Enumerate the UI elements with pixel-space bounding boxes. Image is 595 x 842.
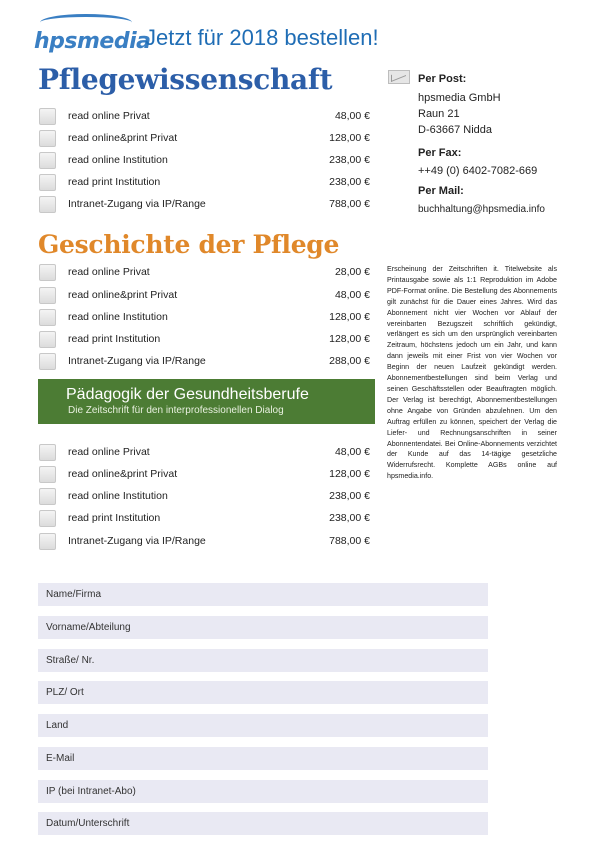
order-option-label: read online&print Privat [68,468,178,480]
order-option-price: 48,00 € [334,289,370,301]
email-field[interactable] [38,747,488,770]
order-checkbox[interactable] [39,108,56,125]
fax-label: Per Fax: [418,147,462,159]
order-row[interactable] [38,442,372,462]
city-address: D-63667 Nidda [418,124,492,136]
company-name: hpsmedia GmbH [418,92,501,104]
order-option-label: read print Institution [68,333,161,345]
order-option-label: read online&print Privat [68,132,178,144]
order-option-label: read online Institution [68,490,168,502]
hpsmedia-logo [34,14,151,58]
order-option-price: 238,00 € [329,154,370,166]
order-option-price: 128,00 € [329,468,370,480]
order-row[interactable] [38,150,372,170]
order-row[interactable] [38,531,372,551]
order-option-price: 128,00 € [329,132,370,144]
order-option-label: read online Institution [68,154,168,166]
terms-text: Erscheinung der Zeitschriften it. Titelwebsite als Printausgabe sowie als 1:1 Reproduktion im Adobe PDF-Format online. Die Bestellung des Abonnements gilt zunächst für die Dauer eines Jahres. Wird das Abonnement nicht vier Wochen vor Ablauf der vereinbarten Bezugszeit schriftlich gekündigt, verlängert es sich um den ursprünglich vereinbarten Zeitraum, höchstens jedoch um ein Jahr, und kann dann jeweils mit einer Frist von vier Wochen vor Beginn der neuen Laufzeit gekündigt werden. Abonnementbestellungen sind beim Verlag und seinen Geschäftsstellen oder Beauftragten möglich. Der Verlag ist berechtigt, Abonnementbestellungen ohne Angabe von Gründen abzulehnen. Um den Auftrag erfüllen zu können, speichert der Verlag die Liefer- und Rechnungsanschriften in seiner Abonnentendatei. Bei Online-Abonnements verzichtet der Kunde auf das 14-tägige gesetzliche Widerrufsrecht. Komplette AGBs online auf hpsmedia.info. [387,265,557,481]
order-option-label: Intranet-Zugang via IP/Range [68,198,206,210]
order-row[interactable] [38,194,372,214]
order-row[interactable] [38,128,372,148]
envelope-icon [388,70,410,84]
ip-field[interactable] [38,780,488,803]
order-option-label: Intranet-Zugang via IP/Range [68,535,206,547]
section-title-pflegewissenschaft: Pflegewissenschaft [38,63,333,96]
fax-number: ++49 (0) 6402-7082-669 [418,165,538,177]
order-checkbox[interactable] [39,331,56,348]
order-option-label: read online Privat [68,446,150,458]
order-checkbox[interactable] [39,152,56,169]
order-checkbox[interactable] [39,488,56,505]
paedagogik-banner [38,379,375,424]
order-row[interactable] [38,351,372,371]
order-option-price: 128,00 € [329,333,370,345]
order-checkbox[interactable] [39,353,56,370]
order-row[interactable] [38,329,372,349]
mail-label: Per Mail: [418,185,464,197]
order-checkbox[interactable] [39,466,56,483]
order-checkbox[interactable] [39,444,56,461]
order-option-label: Intranet-Zugang via IP/Range [68,355,206,367]
order-row[interactable] [38,486,372,506]
order-option-price: 48,00 € [334,446,370,458]
order-option-label: read online Institution [68,311,168,323]
order-row[interactable] [38,464,372,484]
vorname-abteilung-field[interactable] [38,616,488,639]
order-option-label: read online Privat [68,266,150,278]
logo-text: hpsmedia [34,29,151,54]
order-row[interactable] [38,106,372,126]
order-option-price: 788,00 € [329,535,370,547]
street-address: Raun 21 [418,108,460,120]
page-headline: Jetzt für 2018 bestellen! [145,25,379,50]
order-option-label: read online Privat [68,110,150,122]
order-option-label: read online&print Privat [68,289,178,301]
name-firma-field[interactable] [38,583,488,606]
order-checkbox[interactable] [39,533,56,550]
order-checkbox[interactable] [39,510,56,527]
post-label: Per Post: [418,73,467,85]
order-checkbox[interactable] [39,130,56,147]
order-option-label: read print Institution [68,512,161,524]
order-checkbox[interactable] [39,174,56,191]
order-row[interactable] [38,172,372,192]
order-option-price: 238,00 € [329,512,370,524]
order-option-price: 128,00 € [329,311,370,323]
order-option-label: read print Institution [68,176,161,188]
order-row[interactable] [38,307,372,327]
section-title-geschichte-der-pflege: Geschichte der Pflege [38,230,340,259]
datum-unterschrift-field[interactable] [38,812,488,835]
order-option-price: 788,00 € [329,198,370,210]
order-option-price: 48,00 € [334,110,370,122]
order-row[interactable] [38,285,372,305]
email-address[interactable]: buchhaltung@hpsmedia.info [418,204,545,215]
order-checkbox[interactable] [39,287,56,304]
order-row[interactable] [38,262,372,282]
land-field[interactable] [38,714,488,737]
order-option-price: 238,00 € [329,490,370,502]
order-option-price: 28,00 € [334,266,370,278]
order-option-price: 288,00 € [329,355,370,367]
strasse-nr-field[interactable] [38,649,488,672]
order-row[interactable] [38,508,372,528]
order-checkbox[interactable] [39,196,56,213]
order-checkbox[interactable] [39,264,56,281]
order-checkbox[interactable] [39,309,56,326]
banner-title: Pädagogik der Gesundheitsberufe [66,386,309,403]
plz-ort-field[interactable] [38,681,488,704]
order-option-price: 238,00 € [329,176,370,188]
banner-subtitle: Die Zeitschrift für den interprofessionellen Dialog [68,405,284,416]
